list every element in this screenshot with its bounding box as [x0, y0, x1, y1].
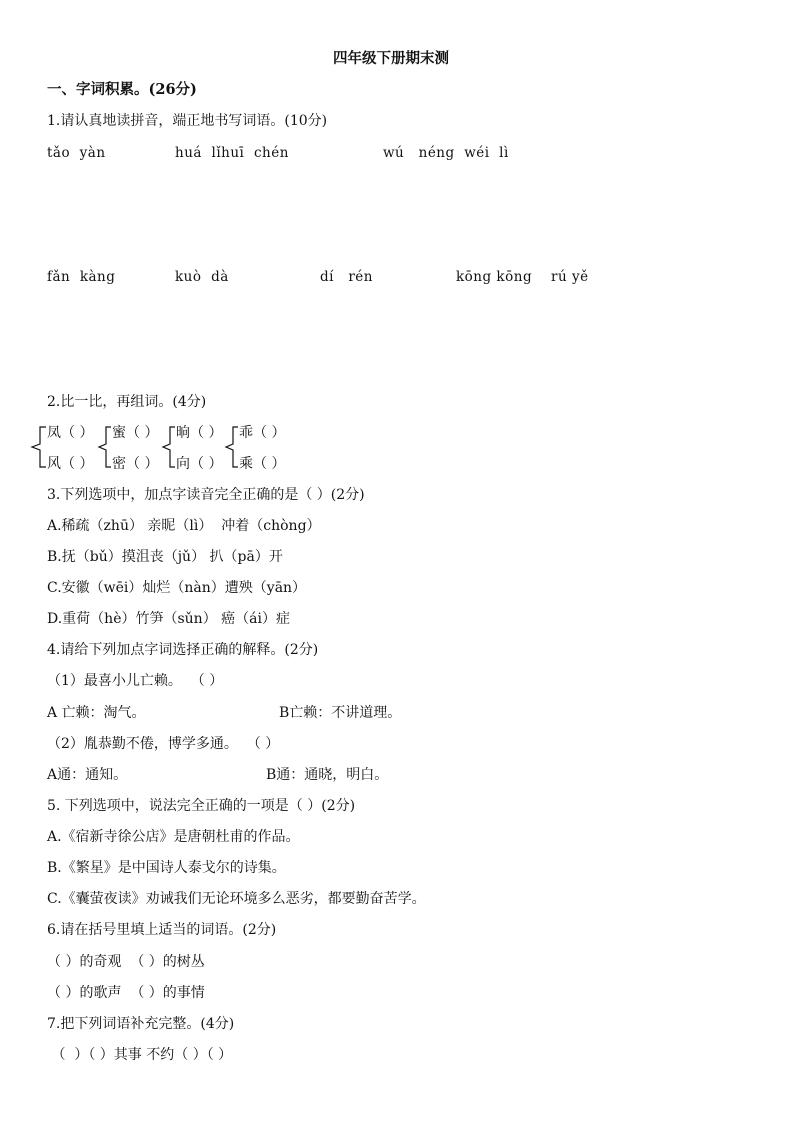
compare-brace-icon — [223, 424, 239, 470]
compare-word-top: 蜜（ ） — [112, 425, 159, 441]
sub-question-2: （2）胤恭勤不倦，博学多通。 （ ） — [47, 736, 280, 752]
compare-word-bottom: 风（ ） — [47, 456, 94, 472]
fill-blank-line: （ ）的歌声 （ ）的事情 — [47, 985, 205, 1001]
pinyin-item: wú néng wéi lì — [383, 145, 509, 161]
pinyin-item: rú yě — [551, 269, 589, 285]
question-2-prompt: 2.比一比，再组词。(4分) — [47, 394, 207, 410]
compare-brace-icon — [28, 424, 48, 470]
option-a: A.《宿新寺徐公店》是唐朝杜甫的作品。 — [47, 829, 300, 845]
question-3-prompt: 3.下列选项中，加点字读音完全正确的是（ ）(2分) — [47, 487, 365, 503]
option-d: D.重荷（hè）竹笋（sǔn） 癌（ái）症 — [47, 611, 290, 627]
sub-question-2-choice-b: B通：通晓，明白。 — [266, 767, 389, 783]
sub-question-1-choice-b: B亡赖：不讲道理。 — [279, 705, 402, 721]
sub-question-1-choice-a: A 亡赖：淘气。 — [47, 705, 146, 721]
fill-blank-line: （ ）（ ）其事 不约（ ）（ ） — [47, 1047, 233, 1063]
question-7-prompt: 7.把下列词语补充完整。(4分) — [47, 1016, 235, 1032]
section-heading: 一、字词积累。(26分) — [47, 81, 197, 98]
question-5-prompt: 5. 下列选项中，说法完全正确的一项是（ ）(2分) — [47, 798, 356, 814]
compare-word-top: 晌（ ） — [176, 425, 223, 441]
compare-word-top: 乖（ ） — [239, 425, 286, 441]
pinyin-item: huá lǐhuī chén — [175, 145, 289, 161]
pinyin-item: fǎn kàng — [47, 269, 116, 285]
fill-blank-line: （ ）的奇观 （ ）的树丛 — [47, 954, 205, 970]
option-a: A.稀疏（zhū） 亲昵（lì） 冲着（chòng） — [47, 518, 321, 534]
pinyin-item: dí rén — [320, 269, 373, 285]
option-c: C.安徽（wēi）灿烂（nàn）遭殃（yān） — [47, 580, 307, 596]
pinyin-item: tǎo yàn — [47, 145, 106, 161]
compare-word-top: 凤（ ） — [47, 425, 94, 441]
question-6-prompt: 6.请在括号里填上适当的词语。(2分) — [47, 922, 277, 938]
pinyin-item: kuò dà — [175, 269, 229, 285]
sub-question-2-choice-a: A通：通知。 — [47, 767, 128, 783]
page-title: 四年级下册期末测 — [333, 50, 449, 67]
compare-brace-icon — [96, 424, 112, 470]
sub-question-1: （1）最喜小儿亡赖。 （ ） — [47, 673, 224, 689]
option-c: C.《囊萤夜读》劝诫我们无论环境多么恶劣，都要勤奋苦学。 — [47, 891, 426, 907]
compare-word-bottom: 密（ ） — [112, 456, 159, 472]
compare-word-bottom: 乘（ ） — [239, 456, 286, 472]
question-4-prompt: 4.请给下列加点字词选择正确的解释。(2分) — [47, 642, 319, 658]
compare-brace-icon — [160, 424, 176, 470]
compare-word-bottom: 向（ ） — [176, 456, 223, 472]
option-b: B.《繁星》是中国诗人泰戈尔的诗集。 — [47, 860, 286, 876]
pinyin-item: kōng kōng — [456, 269, 533, 285]
option-b: B.抚（bǔ）摸沮丧（jǔ） 扒（pā）开 — [47, 549, 283, 565]
question-1-prompt: 1.请认真地读拼音，端正地书写词语。(10分) — [47, 113, 328, 129]
